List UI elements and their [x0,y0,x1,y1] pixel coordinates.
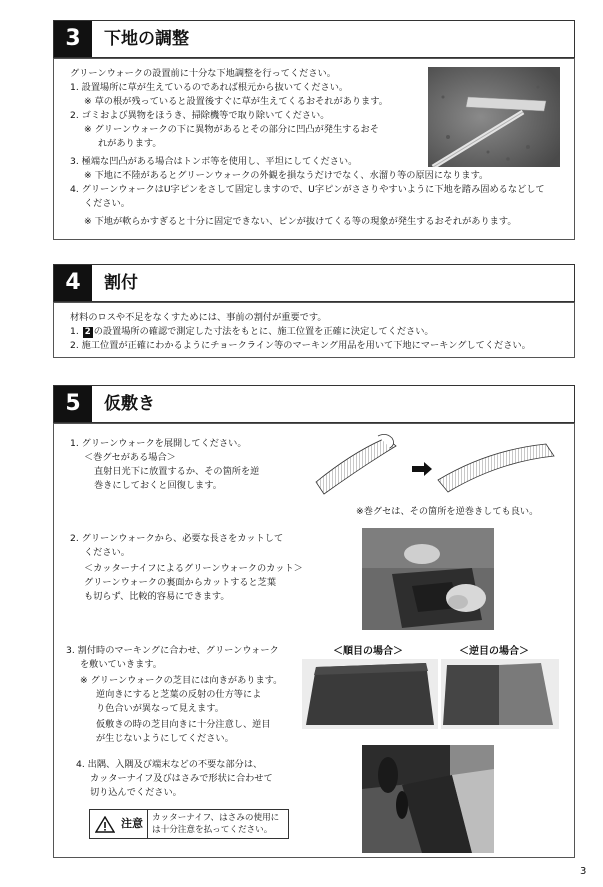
section-3-note-4: ※ 下地が軟らかすぎると十分に固定できない、ピンが抜けてくる等の現象が発生するおそれがあります。 [84,216,517,227]
section-4-item-1-marker: 1. [70,326,79,337]
section-5-header [53,385,575,423]
section-3-item-2: 2. ゴミおよび異物をほうき、掃除機等で取り除いてください。 [70,110,330,121]
section-ref-badge: 2 [84,327,91,337]
section-5-step-4-line-2: カッターナイフ及びはさみで形状に合わせて [90,773,273,784]
section-4-intro: 材料のロスや不足をなくすためには、事前の割付が重要です。 [70,312,327,323]
rake-photo [428,67,560,167]
section-4-body [53,302,575,358]
section-5-step-3: 3. 割付時のマーキングに合わせ、グリーンウォーク [66,645,279,656]
section-3-item-1: 1. 設置場所に草が生えているのであれば根元から抜いてください。 [70,82,349,93]
reverse-grain-label: ＜逆目の場合＞ [459,646,529,657]
section-4-title: 割付 [104,273,138,293]
section-5-step-3-line-2: を敷いていきます。 [80,659,162,670]
caution-text-2: は十分注意を払ってください。 [152,825,273,835]
forward-grain-photo [302,659,438,729]
section-5-step-3-note-2: 逆向きにすると芝葉の反射の仕方等によ [96,689,262,700]
section-5-step-3-note-3: り色合いが異なって見えます。 [96,703,224,714]
cutting-photo [362,528,494,630]
curl-note: ※巻グセは、その箇所を逆巻きしても良い。 [356,506,539,517]
section-3-item-3: 3. 極端な凹凸がある場合はトンボ等を使用し、平坦にしてください。 [70,156,358,167]
section-3-note-3: ※ 下地に不陸があるとグリーンウォークの外観を損なうだけでなく、水溜り等の原因になります。 [84,170,489,181]
section-4-item-2: 2. 施工位置が正確にわかるようにチョークライン等のマーキング用品を用いて下地にマーキングしてください。 [70,340,531,351]
section-5-step-3-note-4: 仮敷きの時の芝目向きに十分注意し、逆目 [96,719,271,730]
section-4-number: 4 [54,265,92,301]
section-3-title: 下地の調整 [104,29,189,49]
section-3-number: 3 [54,21,92,57]
section-5-step-1-line-1: 直射日光下に放置するか、その箇所を逆 [94,466,260,477]
curled-mat-illustration [308,432,558,500]
section-5-step-2: 2. グリーンウォークから、必要な長さをカットして [70,533,284,544]
section-3-note-1: ※ 草の根が残っていると設置後すぐに草が生えてくるおそれがあります。 [84,96,388,107]
section-5-step-2-line-4: グリーンウォークの裏面からカットすると芝葉 [84,577,277,588]
section-5-step-2-line-5: も切らず、比較的容易にできます。 [84,591,230,602]
section-5-step-4: 4. 出隅、入隅及び端末などの不要な部分は、 [76,759,263,770]
section-5-step-1-line-2: 巻きにしておくと回復します。 [94,480,222,491]
section-3-intro: グリーンウォークの設置前に十分な下地調整を行ってください。 [70,68,336,79]
section-4-item-1 [70,325,434,338]
section-3-body [53,58,575,240]
section-5-number: 5 [54,386,92,422]
caution-box [89,809,289,839]
section-5-step-1-sub: ＜巻グセがある場合＞ [84,452,176,463]
forward-grain-label: ＜順目の場合＞ [333,646,403,657]
section-5-step-1: 1. グリーンウォークを展開してください。 [70,438,247,449]
section-4-item-1-text: の設置場所の確認で測定した寸法をもとに、施工位置を正確に決定してください。 [93,326,434,337]
trimming-photo [362,745,494,853]
caution-text-1: カッターナイフ、はさみの使用に [152,813,280,823]
section-5-step-3-note: ※ グリーンウォークの芝目には向きがあります。 [80,675,283,686]
section-5-step-2-line-2: ください。 [84,547,130,558]
page-number: 3 [580,866,587,877]
section-3-note-2b: れがあります。 [98,138,162,149]
section-3-item-4a: 4. グリーンウォークはU字ピンをさして固定しますので、U字ピンがささりやすいように下地を踏み固めるなどして [70,184,545,195]
section-3-header [53,20,575,58]
section-3-item-4b: ください。 [84,198,130,209]
section-5-step-2-sub: ＜カッターナイフによるグリーンウォークのカット＞ [84,563,303,574]
section-3-note-2a: ※ グリーンウォークの下に異物があるとその部分に凹凸が発生するおそ [84,124,379,135]
section-5-step-3-note-5: が生じないようにしてください。 [96,733,234,744]
section-4-header [53,264,575,302]
reverse-grain-photo [441,659,559,729]
section-5-step-4-line-3: 切り込んでください。 [90,787,182,798]
caution-label: 注意 [90,810,148,838]
section-5-title: 仮敷き [104,394,155,414]
